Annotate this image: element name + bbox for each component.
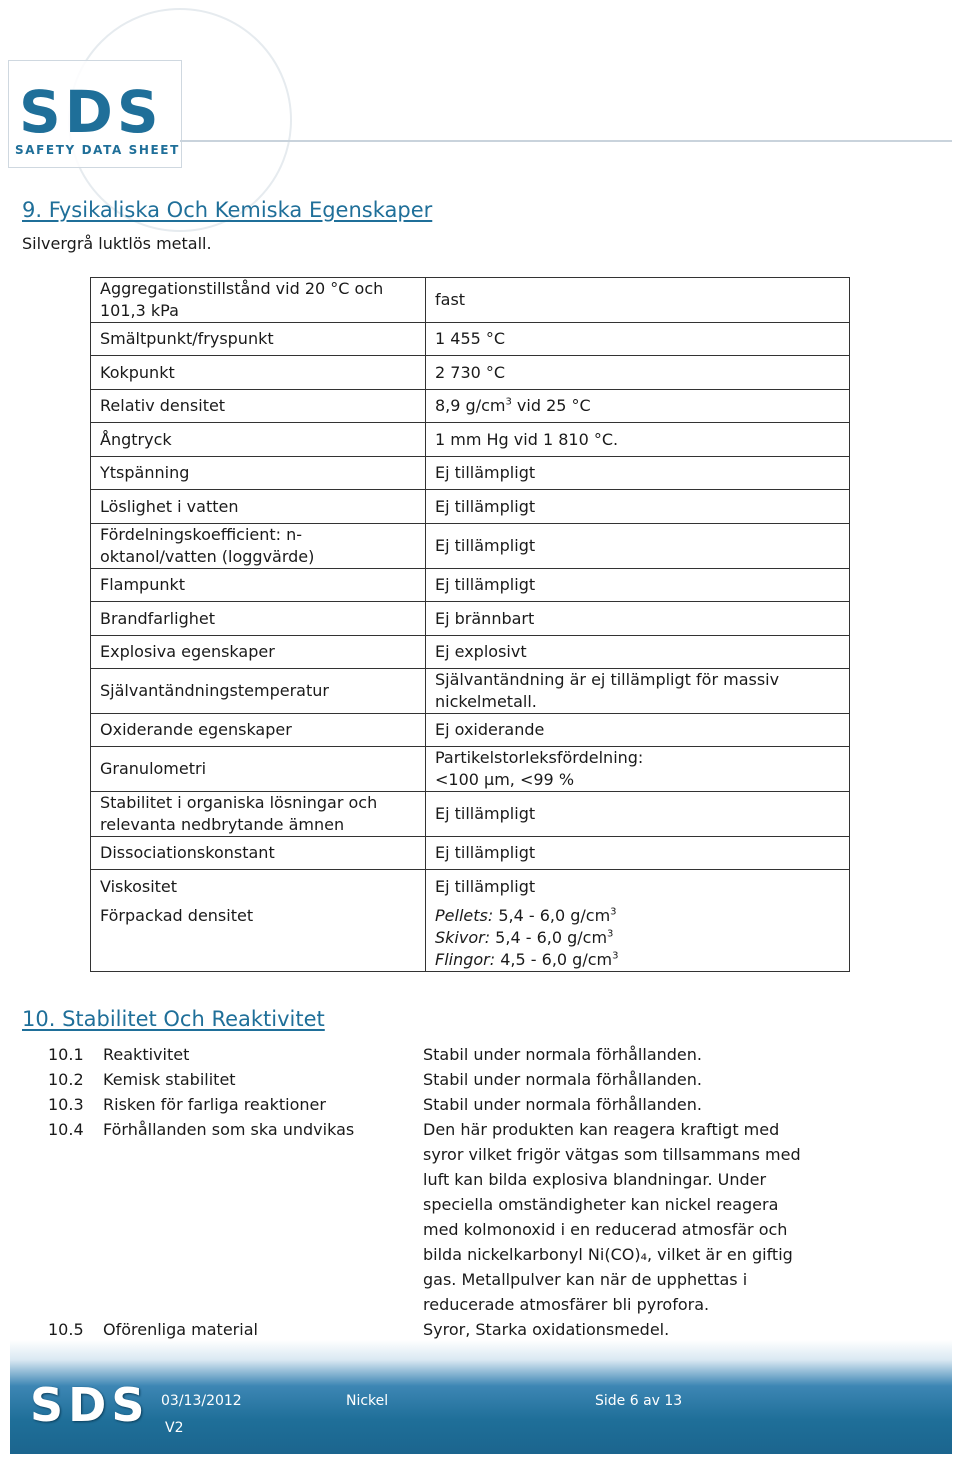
property-label: Flampunkt xyxy=(91,569,426,602)
page-footer xyxy=(10,1340,952,1454)
value-superscript: 3 xyxy=(505,396,512,408)
table-row xyxy=(91,602,850,636)
item-label: Kemisk stabilitet xyxy=(103,1070,236,1089)
property-label: Aggregationstillstånd vid 20 °C och 101,3 kPa xyxy=(91,278,426,323)
item-value: Stabil under normala förhållanden. xyxy=(423,1095,702,1114)
table-row xyxy=(91,390,850,423)
table-row xyxy=(91,636,850,669)
property-label: Självantändningstemperatur xyxy=(91,669,426,714)
property-value: Ej oxiderande xyxy=(426,714,850,747)
property-label: Explosiva egenskaper xyxy=(91,636,426,669)
item-number: 10.3 xyxy=(48,1095,84,1114)
footer-version: V2 xyxy=(165,1420,184,1436)
item-label: Förhållanden som ska undvikas xyxy=(103,1120,355,1139)
footer-page-number: Side 6 av 13 xyxy=(595,1393,683,1409)
table-row xyxy=(91,714,850,747)
item-number: 10.5 xyxy=(48,1320,84,1339)
property-value: Ej tillämpligt xyxy=(426,457,850,490)
logo-letters: SDS xyxy=(19,78,163,146)
logo-subtitle: SAFETY DATA SHEET xyxy=(15,143,180,157)
table-row xyxy=(91,490,850,524)
list-item xyxy=(48,1067,803,1092)
list-item xyxy=(48,1092,803,1117)
item-label: Reaktivitet xyxy=(103,1045,190,1064)
density-line-skivor: Skivor: 5,4 - 6,0 $g/cm^3$ xyxy=(435,927,614,947)
value-text: vid 25 °C xyxy=(511,396,591,415)
table-row xyxy=(91,669,850,714)
property-label: Stabilitet i organiska lösningar och relevanta nedbrytande ämnen xyxy=(91,792,426,837)
item-value: Den här produkten kan reagera kraftigt med syror vilket frigör vätgas som tillsammans med luft kan bilda explosiva blandningar. Under speciella omständigheter kan nickel reagera med kolmonoxid i en reducerad atmosfär och bilda nickelkarbonyl Ni(CO)₄, vilket är en giftig gas. Metallpulver kan när de upphettas i reducerade atmosfärer bli pyrofora. xyxy=(423,1120,801,1314)
item-label: Risken för farliga reaktioner xyxy=(103,1095,326,1114)
stability-list xyxy=(48,1042,803,1342)
property-label: Oxiderande egenskaper xyxy=(91,714,426,747)
item-value: Syror, Starka oxidationsmedel. xyxy=(423,1320,670,1339)
property-label: Fördelningskoefficient: n-oktanol/vatten (loggvärde) xyxy=(91,524,426,569)
table-row xyxy=(91,524,850,569)
logo-box xyxy=(8,60,182,168)
table-row xyxy=(91,323,850,356)
value-line: <100 µm, <99 % xyxy=(435,770,575,789)
table-row xyxy=(91,747,850,792)
item-value: Stabil under normala förhållanden. xyxy=(423,1045,702,1064)
property-label: Ångtryck xyxy=(91,423,426,457)
property-label: Förpackad densitet xyxy=(91,904,426,972)
property-label: Kokpunkt xyxy=(91,356,426,390)
property-value: Ej tillämpligt xyxy=(426,837,850,870)
table-row xyxy=(91,423,850,457)
section10-title: 10. Stabilitet Och Reaktivitet xyxy=(22,1007,325,1031)
table-row xyxy=(91,356,850,390)
property-value xyxy=(426,904,850,972)
property-value: fast xyxy=(426,278,850,323)
density-line-flingor: Flingor: 4,5 - 6,0 $g/cm^3$ xyxy=(435,949,619,969)
item-number: 10.4 xyxy=(48,1120,84,1139)
property-value: 1 455 °C xyxy=(426,323,850,356)
footer-date: 03/13/2012 xyxy=(161,1393,242,1409)
table-row xyxy=(91,792,850,837)
property-value: Självantändning är ej tillämpligt för massiv nickelmetall. xyxy=(426,669,850,714)
property-value: Ej brännbart xyxy=(426,602,850,636)
property-value: Ej tillämpligt xyxy=(426,524,850,569)
property-value: Ej tillämpligt xyxy=(426,569,850,602)
property-label: Brandfarlighet xyxy=(91,602,426,636)
property-value: Ej explosivt xyxy=(426,636,850,669)
property-value xyxy=(426,390,850,423)
sds-logo xyxy=(8,60,182,168)
footer-product: Nickel xyxy=(346,1393,389,1409)
property-label: Smältpunkt/fryspunkt xyxy=(91,323,426,356)
table-row xyxy=(91,837,850,870)
property-label: Relativ densitet xyxy=(91,390,426,423)
property-label: Dissociationskonstant xyxy=(91,837,426,870)
density-line-pellets: Pellets: 5,4 - 6,0 $g/cm^3$ xyxy=(435,905,617,925)
list-item xyxy=(48,1317,803,1342)
item-number: 10.2 xyxy=(48,1070,84,1089)
footer-logo: SDS xyxy=(30,1378,150,1432)
value-text: 8,9 g/cm xyxy=(435,396,506,415)
list-item xyxy=(48,1042,803,1067)
header-divider xyxy=(180,140,952,142)
properties-table xyxy=(90,277,850,972)
property-value: Ej tillämpligt xyxy=(426,870,850,904)
property-label: Ytspänning xyxy=(91,457,426,490)
property-value: Ej tillämpligt xyxy=(426,490,850,524)
section9-title: 9. Fysikaliska Och Kemiska Egenskaper xyxy=(22,198,433,222)
property-label: Granulometri xyxy=(91,747,426,792)
property-value: 1 mm Hg vid 1 810 °C. xyxy=(426,423,850,457)
item-number: 10.1 xyxy=(48,1045,84,1064)
property-value: Ej tillämpligt xyxy=(426,792,850,837)
property-value: 2 730 °C xyxy=(426,356,850,390)
table-row xyxy=(91,457,850,490)
list-item xyxy=(48,1117,803,1317)
table-row xyxy=(91,870,850,904)
item-label: Oförenliga material xyxy=(103,1320,258,1339)
value-line: Partikelstorleksfördelning: xyxy=(435,748,644,767)
table-row xyxy=(91,569,850,602)
item-value: Stabil under normala förhållanden. xyxy=(423,1070,702,1089)
property-label: Löslighet i vatten xyxy=(91,490,426,524)
property-label: Viskositet xyxy=(91,870,426,904)
property-value xyxy=(426,747,850,792)
table-row xyxy=(91,904,850,972)
section9-intro: Silvergrå luktlös metall. xyxy=(22,234,212,253)
table-row xyxy=(91,278,850,323)
